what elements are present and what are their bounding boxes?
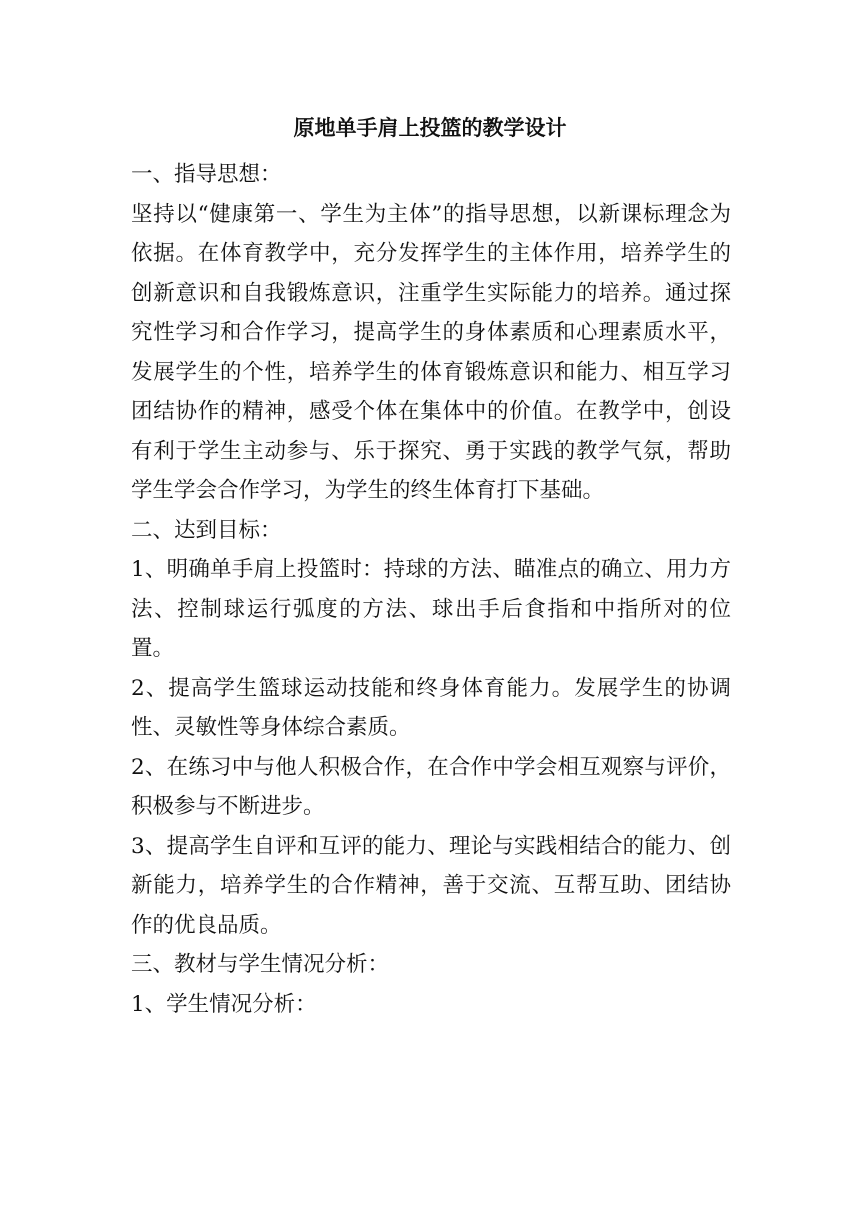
paragraph-guiding-ideology: 坚持以“健康第一、学生为主体”的指导思想，以新课标理念为依据。在体育教学中，充分发挥学生的主体作用，培养学生的创新意识和自我锻炼意识，注重学生实际能力的培养。通过探究性学习和合作学习，提高学生的身体素质和心理素质水平，发展学生的个性，培养学生的体育锻炼意识和能力、相互学习团结协作的精神，感受个体在集体中的价值。在教学中，创设有利于学生主动参与、乐于探究、勇于实践的教学气氛，帮助学生学会合作学习，为学生的终生体育打下基础。 <box>131 201 731 503</box>
document-body <box>131 155 731 1024</box>
section-heading-goals: 二、达到目标： <box>131 517 282 543</box>
goal-item-2: 2、提高学生篮球运动技能和终身体育能力。发展学生的协调性、灵敏性等身体综合素质。 <box>131 675 731 740</box>
document-title: 原地单手肩上投篮的教学设计 <box>293 116 567 140</box>
section-heading-guiding-ideology: 一、指导思想： <box>131 162 282 187</box>
goal-item-2b: 2、在练习中与他人积极合作，在合作中学会相互观察与评价，积极参与不断进步。 <box>131 754 731 819</box>
goal-item-3: 3、提高学生自评和互评的能力、理论与实践相结合的能力、创新能力，培养学生的合作精神，善于交流、互帮互助、团结协作的优良品质。 <box>131 833 731 938</box>
subsection-heading-student-analysis: 1、学生情况分析： <box>131 991 317 1017</box>
section-heading-analysis: 三、教材与学生情况分析： <box>131 952 390 977</box>
goal-item-1: 1、明确单手肩上投篮时：持球的方法、瞄准点的确立、用力方法、控制球运行弧度的方法、球出手后食指和中指所对的位置。 <box>131 557 731 661</box>
